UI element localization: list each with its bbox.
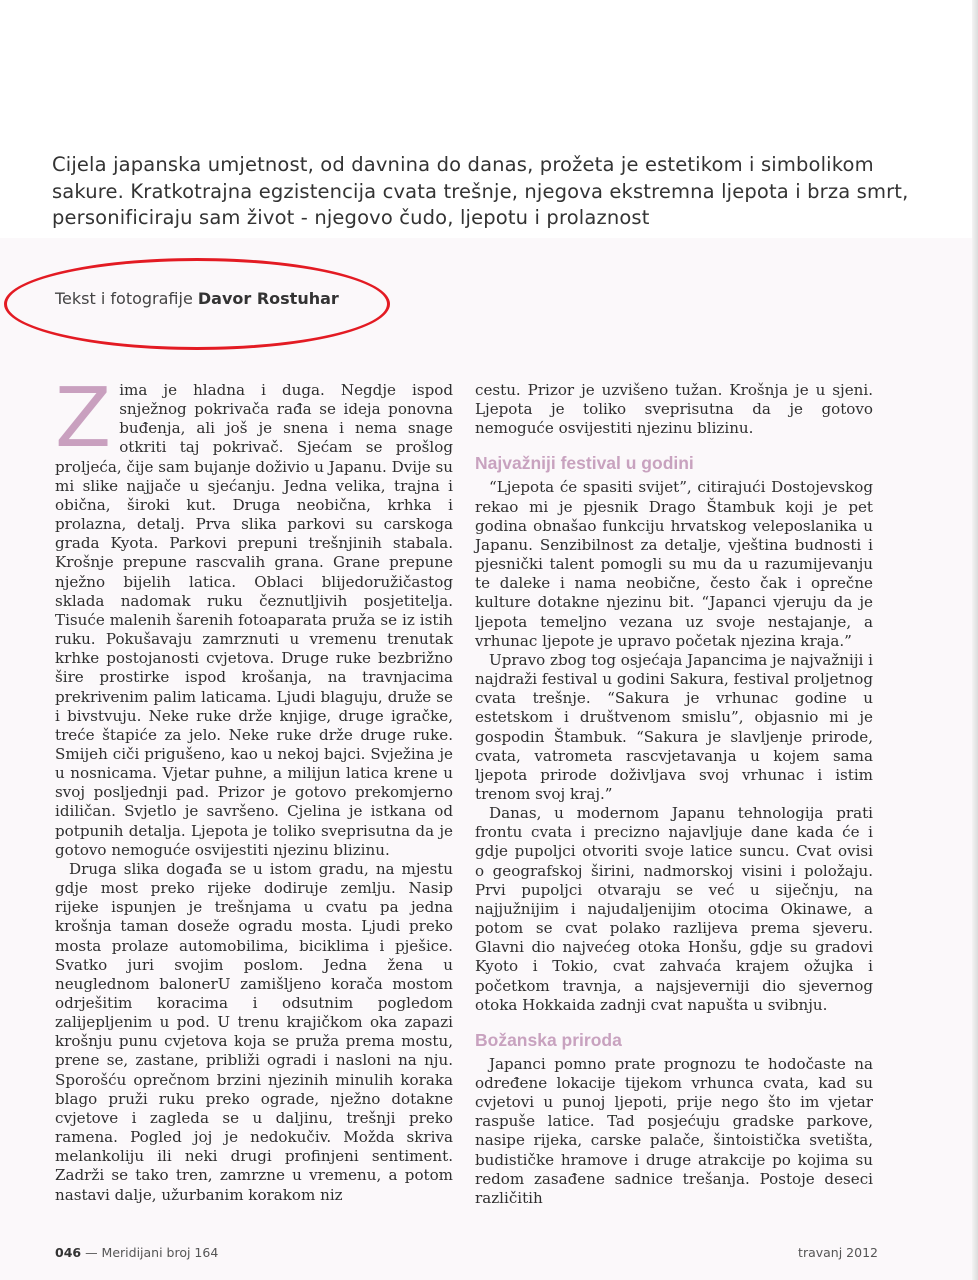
article-paragraph: Zima je hladna i duga. Negdje ispod snježnog pokrivača rađa se ideja ponovna buđenja, ali još je snena i nema snage otkriti taj pokrivač. Sjećam se prošlog proljeća, čije sam bujanje doživio u Japanu. Dvije su mi slike najjače u sjećanju. Jedna velika, trajna i obična, široki kut. Druga neobična, krhka i prolazna, detalj. Prva slika parkovi su carskoga grada Kyota. Parkovi prepuni trešnjinih stabala. Krošnje prepune rascvalih grana. Grane prepune nježno bijelih latica. Oblaci blijedoružičastog sklada nadomak ruku čeznutljivih posjetitelja. Tisuće malenih šarenih fotoaparata pruža se iz istih ruku. Pokušavaju zamrznuti u vremenu trenutak krhke postojanosti cvjetova. Druge ruke bezbrižno šire prostirke ispod krošanja, na travnjacima prekrivenim palim laticama. Ljudi blaguju, druže se i bivstvuju. Neke ruke drže knjige, druge igračke, treće štapiće za jelo. Neke ruke drže druge ruke. Smijeh ciči prigušeno, kao u nekoj bajci. Svježina je u nosnicama. Vjetar puhne, a milijun latica krene u svoj posljednji pad. Prizor je gotovo prekomjerno idiličan. Svjetlo je savršeno. Cjelina je istkana od potpunih detalja. Ljepota je toliko sveprisutna da je gotovo nemoguće osvijestiti njezinu blizinu. (55, 371, 453, 859)
drop-cap: Z (55, 371, 112, 466)
byline-author: Davor Rostuhar (197, 289, 339, 308)
lead-line: personificiraju sam život - njegovo čudo, ljepotu i prolaznost (52, 206, 650, 229)
article-paragraph: “Ljepota će spasiti svijet”, citirajući Dostojevskog rekao mi je pjesnik Drago Štambuk koji je pet godina obnašao funkciju hrvatskog veleposlanika u Japanu. Senzibilnost za detalje, vještina budnosti i pjesnički talent pomogli su mu da u razumijevanju te daleke i nama neobične, često čak i oprečne kulture dotakne njezinu bit. “Japanci vjeruju da je ljepota temeljno vezana uz svoje nestajanje, a vrhunac ljepote je upravo početak njezina kraja.” (475, 478, 873, 650)
article-column-right (475, 381, 873, 1208)
page-number: 046 (55, 1245, 82, 1260)
lead-line: sakure. Kratkotrajna egzistencija cvata trešnje, njegova ekstremna ljepota i brza smrt, (52, 179, 909, 203)
article-paragraph: Danas, u modernom Japanu tehnologija prati frontu cvata i precizno najavljuje dane kada će i gdje pupoljci otvoriti svoje latice suncu. Cvat ovisi o geografskoj širini, nadmorskoj visini i položaju. Prvi pupoljci otvaraju se već u siječnju, na najjužnijim i najudaljenijim otocima Okinawe, a potom se cvat polako razlijeva prema sjeveru. Glavni dio najvećeg otoka Honšu, gdje su gradovi Kyoto i Tokio, cvat zahvaća krajem ožujka i početkom travnja, a najsjeverniji dio sjevernog otoka Hokkaida zadnji cvat napušta u svibnju. (475, 804, 873, 1014)
byline-prefix: Tekst i fotografije (55, 289, 198, 308)
article-paragraph: cestu. Prizor je uzvišeno tužan. Krošnja je u sjeni. Ljepota je toliko sveprisutna da je gotovo nemoguće osvijestiti njezinu blizinu. (475, 381, 873, 438)
lead-paragraph (52, 152, 912, 232)
footer-date: travanj 2012 (798, 1245, 878, 1260)
section-heading: Najvažniji festival u godini (475, 453, 694, 474)
scan-edge (972, 0, 978, 1280)
article-paragraph: Upravo zbog tog osjećaja Japancima je najvažniji i najdraži festival u godini Sakura, festival proljetnog cvata trešnje. “Sakura je vrhunac godine u estetskom i društvenom smislu”, objasnio mi je gospodin Štambuk. “Sakura je slavljenje prirode, cvata, vatrometa rascvjetavanja u kojem sama ljepota prirode doživljava svoj vrhunac i istim trenom svoj kraj.” (475, 650, 873, 803)
publication-name: — Meridijani broj 164 (81, 1245, 219, 1260)
section-heading: Božanska priroda (475, 1029, 622, 1050)
article-paragraph: Druga slika događa se u istom gradu, na mjestu gdje most preko rijeke dodiruje zemlju. Nasip rijeke ispunjen je trešnjama u cvatu pa jedna krošnja taman doseže ogradu mosta. Ljudi preko mosta prolaze automobilima, biciklima i pješice. Svatko juri svojim poslom. Jedna žena u neuglednom balonerU zamišljeno korača mostom odrješitim koracima i odsutnim pogledom zalijepljenim u pod. U trenu krajičkom oka zapazi krošnju punu cvjetova koja se pruža prema mostu, prene se, zastane, približi ogradi i nasloni na nju. Sporošću oprečnom brzini njezinih minulih koraka blago pruži ruku preko ograde, nježno dotakne cvjetove i zagleda se u daljinu, trešnji preko ramena. Pogled joj je nedokučiv. Možda skriva melankoliju ili neki drugi profinjeni sentiment. Zadrži se tako tren, zamrzne u vremenu, a potom nastavi dalje, užurbanim korakom niz (55, 859, 453, 1204)
article-column-left (55, 371, 453, 1205)
red-annotation-oval (4, 258, 390, 350)
lead-line: Cijela japanska umjetnost, od davnina do danas, prožeta je estetikom i simbolikom (52, 153, 874, 176)
footer-folio (55, 1245, 218, 1260)
article-paragraph: Japanci pomno prate prognozu te hodočaste na određene lokacije tijekom vrhunca cvata, kad su cvjetovi u punoj ljepoti, prije nego što im vjetar raspuše latice. Tad posjećuju gradske parkove, nasipe rijeka, carske palače, šintoistička svetišta, budističke hramove i druge atrakcije po kojima su redom zasađene sadnice trešanja. Postoje deseci različitih (475, 1054, 873, 1207)
